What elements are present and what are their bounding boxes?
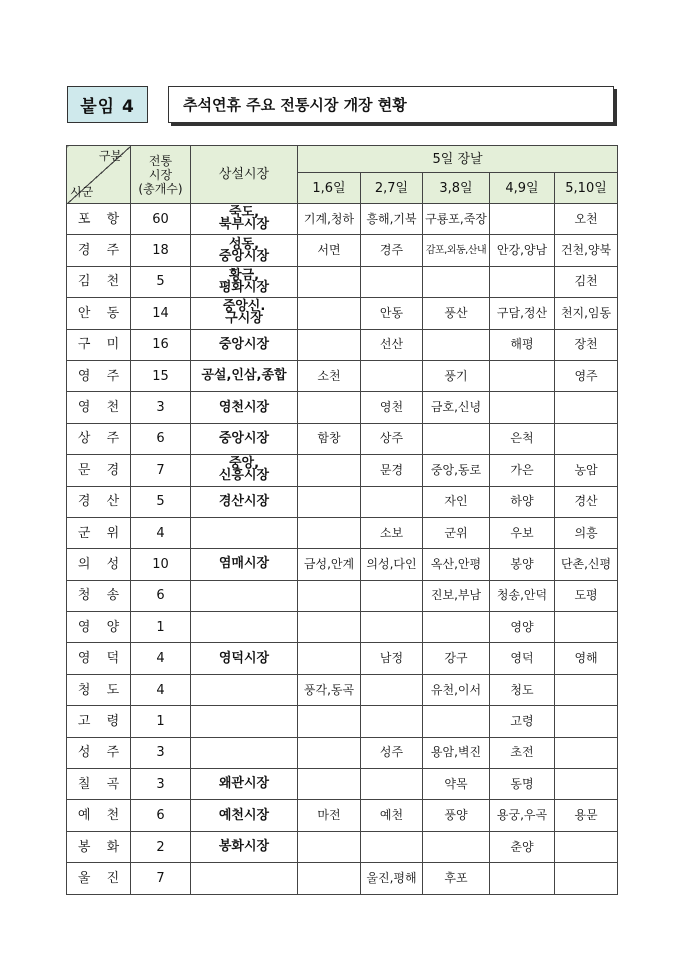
market-count-cell: 7 <box>131 455 191 486</box>
market-day-cell <box>298 863 361 894</box>
region-cell: 영 천 <box>67 392 131 423</box>
region-cell: 봉 화 <box>67 831 131 862</box>
corner-top-label: 구분 <box>98 149 122 163</box>
market-count-cell: 4 <box>131 674 191 705</box>
market-day-cell: 봉양 <box>490 549 555 580</box>
permanent-market-cell: 중앙신. 구시장 <box>191 298 298 329</box>
market-day-cell <box>555 612 618 643</box>
market-day-cell: 초전 <box>490 737 555 768</box>
market-day-cell: 중앙,동로 <box>423 455 490 486</box>
table-row <box>67 423 618 454</box>
attachment-tag: 붙임 4 <box>67 86 148 123</box>
market-day-cell: 의흥 <box>555 517 618 548</box>
market-day-cell <box>298 486 361 517</box>
market-day-cell: 서면 <box>298 235 361 266</box>
day-header: 1,6일 <box>298 173 361 204</box>
market-day-cell <box>555 831 618 862</box>
market-day-cell: 문경 <box>361 455 423 486</box>
region-cell: 영 양 <box>67 612 131 643</box>
permanent-market-cell: 황금, 평화시장 <box>191 266 298 297</box>
market-day-cell <box>298 329 361 360</box>
table-row <box>67 549 618 580</box>
market-day-cell: 유천,이서 <box>423 674 490 705</box>
market-day-cell: 용문 <box>555 800 618 831</box>
region-cell: 경 주 <box>67 235 131 266</box>
market-day-cell: 경주 <box>361 235 423 266</box>
market-day-cell <box>423 612 490 643</box>
market-day-cell: 고령 <box>490 706 555 737</box>
market-count-cell: 6 <box>131 580 191 611</box>
region-cell: 울 진 <box>67 863 131 894</box>
market-day-cell <box>361 266 423 297</box>
market-day-cell: 안강,양남 <box>490 235 555 266</box>
market-count-cell: 1 <box>131 706 191 737</box>
market-day-cell <box>423 329 490 360</box>
permanent-market-cell: 중앙, 신흥시장 <box>191 455 298 486</box>
market-day-cell <box>361 360 423 391</box>
market-day-cell: 가은 <box>490 455 555 486</box>
permanent-market-cell: 중앙시장 <box>191 329 298 360</box>
market-day-cell <box>361 486 423 517</box>
count-header: 전통 시장 (총개수) <box>131 146 191 204</box>
market-day-cell: 금호,신녕 <box>423 392 490 423</box>
market-day-cell <box>555 674 618 705</box>
permanent-market-cell: 영덕시장 <box>191 643 298 674</box>
market-day-cell: 동명 <box>490 769 555 800</box>
market-day-cell: 장천 <box>555 329 618 360</box>
market-day-cell <box>423 266 490 297</box>
market-count-cell: 2 <box>131 831 191 862</box>
market-day-cell: 구룡포,죽장 <box>423 204 490 235</box>
market-day-cell: 선산 <box>361 329 423 360</box>
table-row <box>67 737 618 768</box>
market-count-cell: 3 <box>131 769 191 800</box>
market-day-cell: 마전 <box>298 800 361 831</box>
market-day-cell: 풍기 <box>423 360 490 391</box>
market-day-cell: 자인 <box>423 486 490 517</box>
market-day-cell: 소천 <box>298 360 361 391</box>
market-day-cell <box>555 769 618 800</box>
region-cell: 경 산 <box>67 486 131 517</box>
region-cell: 성 주 <box>67 737 131 768</box>
market-day-cell: 영덕 <box>490 643 555 674</box>
market-day-cell: 의성,다인 <box>361 549 423 580</box>
region-cell: 군 위 <box>67 517 131 548</box>
region-cell: 영 주 <box>67 360 131 391</box>
market-day-cell: 건천,양북 <box>555 235 618 266</box>
market-count-cell: 60 <box>131 204 191 235</box>
market-day-cell: 금성,안계 <box>298 549 361 580</box>
market-day-cell: 울진,평해 <box>361 863 423 894</box>
five-day-market-header: 5일 장날 <box>298 146 618 173</box>
market-count-cell: 3 <box>131 737 191 768</box>
market-day-cell: 우보 <box>490 517 555 548</box>
market-day-cell <box>298 455 361 486</box>
market-day-cell <box>361 769 423 800</box>
market-day-cell: 소보 <box>361 517 423 548</box>
table-row <box>67 831 618 862</box>
market-day-cell: 풍양 <box>423 800 490 831</box>
market-day-cell: 도평 <box>555 580 618 611</box>
market-day-cell <box>298 706 361 737</box>
market-day-cell: 청도 <box>490 674 555 705</box>
region-cell: 문 경 <box>67 455 131 486</box>
permanent-market-cell <box>191 612 298 643</box>
market-day-cell: 영양 <box>490 612 555 643</box>
market-day-cell: 성주 <box>361 737 423 768</box>
permanent-market-cell: 중앙시장 <box>191 423 298 454</box>
region-cell: 포 항 <box>67 204 131 235</box>
market-day-cell: 청송,안덕 <box>490 580 555 611</box>
market-day-cell: 후포 <box>423 863 490 894</box>
market-day-cell: 함창 <box>298 423 361 454</box>
permanent-market-cell: 영천시장 <box>191 392 298 423</box>
permanent-market-cell: 경산시장 <box>191 486 298 517</box>
market-day-cell <box>423 831 490 862</box>
market-count-cell: 15 <box>131 360 191 391</box>
market-day-cell <box>555 706 618 737</box>
region-cell: 구 미 <box>67 329 131 360</box>
market-count-cell: 16 <box>131 329 191 360</box>
table-row <box>67 360 618 391</box>
market-day-cell: 영해 <box>555 643 618 674</box>
market-count-cell: 5 <box>131 486 191 517</box>
market-day-cell <box>555 863 618 894</box>
table-row <box>67 235 618 266</box>
market-day-cell <box>298 831 361 862</box>
corner-header <box>67 146 131 204</box>
market-count-cell: 4 <box>131 517 191 548</box>
market-table <box>66 145 618 895</box>
market-day-cell: 은척 <box>490 423 555 454</box>
market-day-cell: 천지,임동 <box>555 298 618 329</box>
market-day-cell: 영주 <box>555 360 618 391</box>
market-day-cell <box>361 612 423 643</box>
market-count-cell: 6 <box>131 800 191 831</box>
market-day-cell: 강구 <box>423 643 490 674</box>
table-row <box>67 863 618 894</box>
table-row <box>67 674 618 705</box>
market-count-cell: 14 <box>131 298 191 329</box>
market-day-cell: 예천 <box>361 800 423 831</box>
table-row <box>67 800 618 831</box>
market-day-cell: 영천 <box>361 392 423 423</box>
table-row <box>67 643 618 674</box>
market-day-cell <box>298 737 361 768</box>
market-day-cell <box>361 831 423 862</box>
market-day-cell: 하양 <box>490 486 555 517</box>
permanent-market-cell: 봉화시장 <box>191 831 298 862</box>
market-day-cell <box>298 298 361 329</box>
market-day-cell <box>361 674 423 705</box>
market-day-cell: 기계,청하 <box>298 204 361 235</box>
market-day-cell: 오천 <box>555 204 618 235</box>
permanent-market-cell <box>191 863 298 894</box>
market-day-cell <box>555 737 618 768</box>
table-row <box>67 580 618 611</box>
region-cell: 고 령 <box>67 706 131 737</box>
market-count-cell: 18 <box>131 235 191 266</box>
market-day-cell <box>490 863 555 894</box>
market-day-cell: 춘양 <box>490 831 555 862</box>
market-day-cell: 진보,부남 <box>423 580 490 611</box>
market-day-cell <box>361 706 423 737</box>
market-day-cell: 구담,정산 <box>490 298 555 329</box>
market-day-cell: 약목 <box>423 769 490 800</box>
market-count-cell: 6 <box>131 423 191 454</box>
table-row <box>67 706 618 737</box>
table-row <box>67 266 618 297</box>
permanent-market-cell: 예천시장 <box>191 800 298 831</box>
table-row <box>67 392 618 423</box>
market-day-cell: 감포,외동,산내 <box>423 235 490 266</box>
market-day-cell: 김천 <box>555 266 618 297</box>
market-day-cell: 군위 <box>423 517 490 548</box>
market-day-cell <box>298 643 361 674</box>
market-day-cell <box>298 266 361 297</box>
market-day-cell: 상주 <box>361 423 423 454</box>
region-cell: 상 주 <box>67 423 131 454</box>
market-day-cell <box>298 517 361 548</box>
permanent-market-cell: 성동, 중앙시장 <box>191 235 298 266</box>
permanent-market-cell <box>191 580 298 611</box>
permanent-market-cell: 죽도, 북부시장 <box>191 204 298 235</box>
permanent-market-header: 상설시장 <box>191 146 298 204</box>
table-row <box>67 455 618 486</box>
permanent-market-cell: 염매시장 <box>191 549 298 580</box>
permanent-market-cell <box>191 706 298 737</box>
market-day-cell <box>490 392 555 423</box>
market-count-cell: 7 <box>131 863 191 894</box>
market-count-cell: 10 <box>131 549 191 580</box>
market-day-cell <box>298 392 361 423</box>
table-body <box>67 204 618 895</box>
table-row <box>67 517 618 548</box>
market-day-cell: 안동 <box>361 298 423 329</box>
day-header: 2,7일 <box>361 173 423 204</box>
market-day-cell <box>423 706 490 737</box>
table-row <box>67 486 618 517</box>
market-day-cell <box>490 360 555 391</box>
table-row <box>67 769 618 800</box>
table-row <box>67 612 618 643</box>
market-day-cell <box>555 423 618 454</box>
market-day-cell: 풍각,동곡 <box>298 674 361 705</box>
permanent-market-cell <box>191 737 298 768</box>
market-count-cell: 1 <box>131 612 191 643</box>
region-cell: 칠 곡 <box>67 769 131 800</box>
region-cell: 예 천 <box>67 800 131 831</box>
permanent-market-cell: 왜관시장 <box>191 769 298 800</box>
region-cell: 안 동 <box>67 298 131 329</box>
market-day-cell: 옥산,안평 <box>423 549 490 580</box>
market-count-cell: 3 <box>131 392 191 423</box>
day-header: 5,10일 <box>555 173 618 204</box>
market-day-cell <box>298 580 361 611</box>
market-count-cell: 5 <box>131 266 191 297</box>
region-cell: 의 성 <box>67 549 131 580</box>
market-day-cell: 남정 <box>361 643 423 674</box>
permanent-market-cell <box>191 517 298 548</box>
region-cell: 청 송 <box>67 580 131 611</box>
market-day-cell <box>298 769 361 800</box>
page-title: 추석연휴 주요 전통시장 개장 현황 <box>168 86 614 123</box>
market-day-cell: 농암 <box>555 455 618 486</box>
corner-bottom-label: 시군 <box>70 185 94 199</box>
market-day-cell: 용궁,우곡 <box>490 800 555 831</box>
table-row <box>67 298 618 329</box>
market-day-cell <box>490 204 555 235</box>
market-day-cell: 풍산 <box>423 298 490 329</box>
permanent-market-cell <box>191 674 298 705</box>
region-cell: 청 도 <box>67 674 131 705</box>
market-day-cell: 흥해,기북 <box>361 204 423 235</box>
market-count-cell: 4 <box>131 643 191 674</box>
market-day-cell: 단촌,신평 <box>555 549 618 580</box>
market-day-cell <box>555 392 618 423</box>
day-header: 4,9일 <box>490 173 555 204</box>
table-row <box>67 204 618 235</box>
market-day-cell <box>490 266 555 297</box>
day-header: 3,8일 <box>423 173 490 204</box>
table-row <box>67 329 618 360</box>
region-cell: 영 덕 <box>67 643 131 674</box>
market-day-cell: 경산 <box>555 486 618 517</box>
market-day-cell: 용암,벽진 <box>423 737 490 768</box>
region-cell: 김 천 <box>67 266 131 297</box>
permanent-market-cell: 공설,인삼,종합 <box>191 360 298 391</box>
market-day-cell <box>361 580 423 611</box>
market-day-cell <box>423 423 490 454</box>
market-day-cell: 해평 <box>490 329 555 360</box>
market-day-cell <box>298 612 361 643</box>
